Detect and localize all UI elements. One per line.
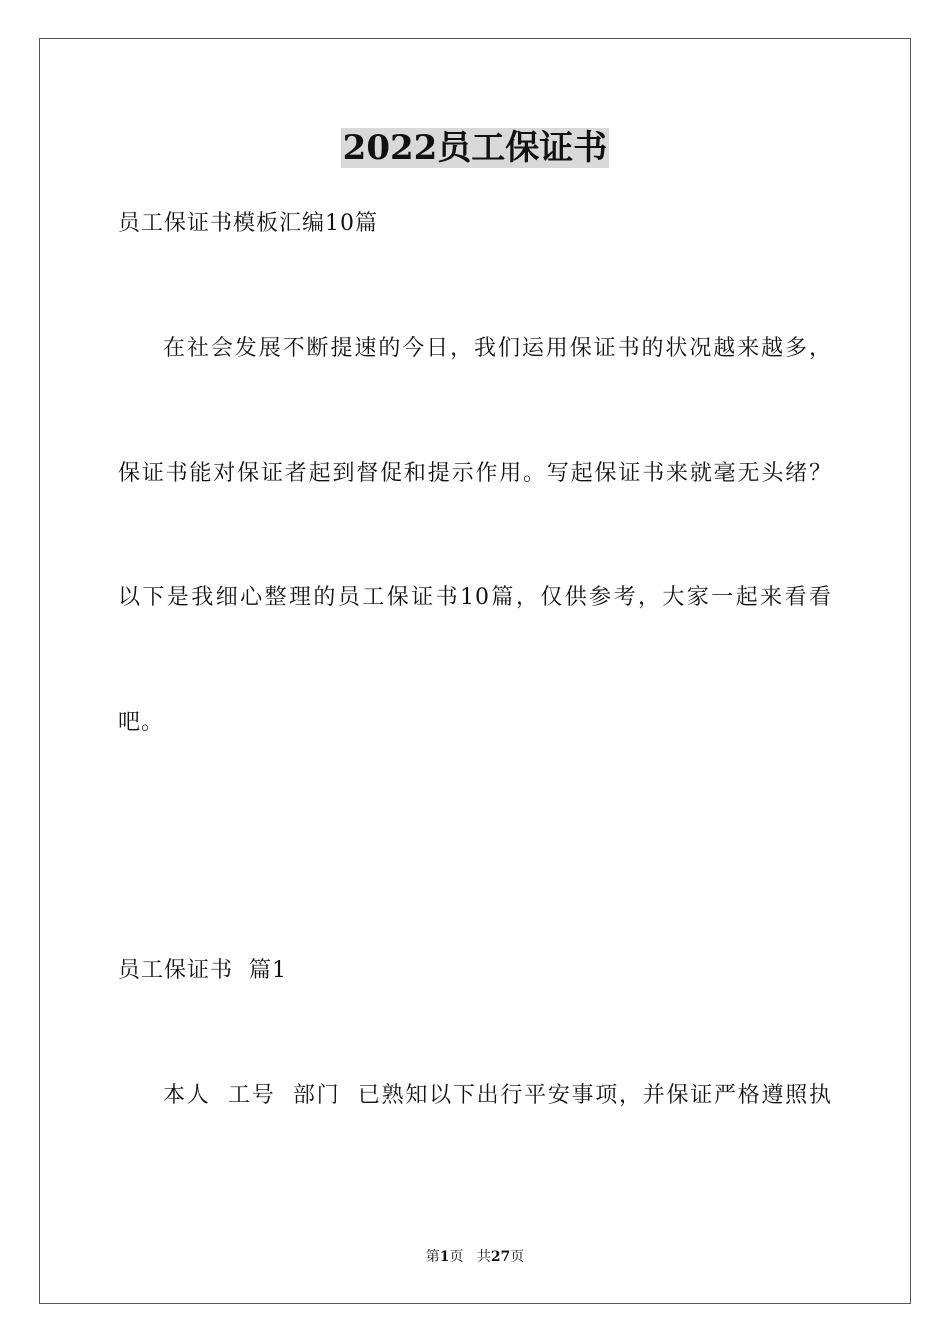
footer-total-suffix: 页 bbox=[510, 1249, 525, 1265]
footer-page-suffix: 页 bbox=[449, 1249, 464, 1265]
section-heading: 员工保证书 篇1 bbox=[118, 958, 287, 983]
document-title-text: 2022员工保证书 bbox=[342, 128, 608, 168]
document-subtitle: 员工保证书模板汇编10篇 bbox=[118, 211, 378, 236]
page-footer bbox=[0, 1248, 950, 1266]
intro-line-2: 保证书能对保证者起到督促和提示作用。写起保证书来就毫无头绪？ bbox=[118, 461, 832, 486]
document-title bbox=[0, 125, 950, 171]
intro-line-3: 以下是我细心整理的员工保证书10篇，仅供参考，大家一起来看看 bbox=[118, 585, 832, 610]
section-first-line: 本人 工号 部门 已熟知以下出行平安事项，并保证严格遵照执 bbox=[163, 1083, 832, 1108]
footer-total-pages: 27 bbox=[490, 1249, 511, 1265]
footer-page-prefix: 第 bbox=[425, 1249, 440, 1265]
intro-line-4: 吧。 bbox=[118, 710, 165, 735]
intro-line-1: 在社会发展不断提速的今日，我们运用保证书的状况越来越多， bbox=[163, 336, 832, 361]
footer-page-number: 1 bbox=[439, 1249, 450, 1265]
footer-total-prefix: 共 bbox=[476, 1249, 491, 1265]
